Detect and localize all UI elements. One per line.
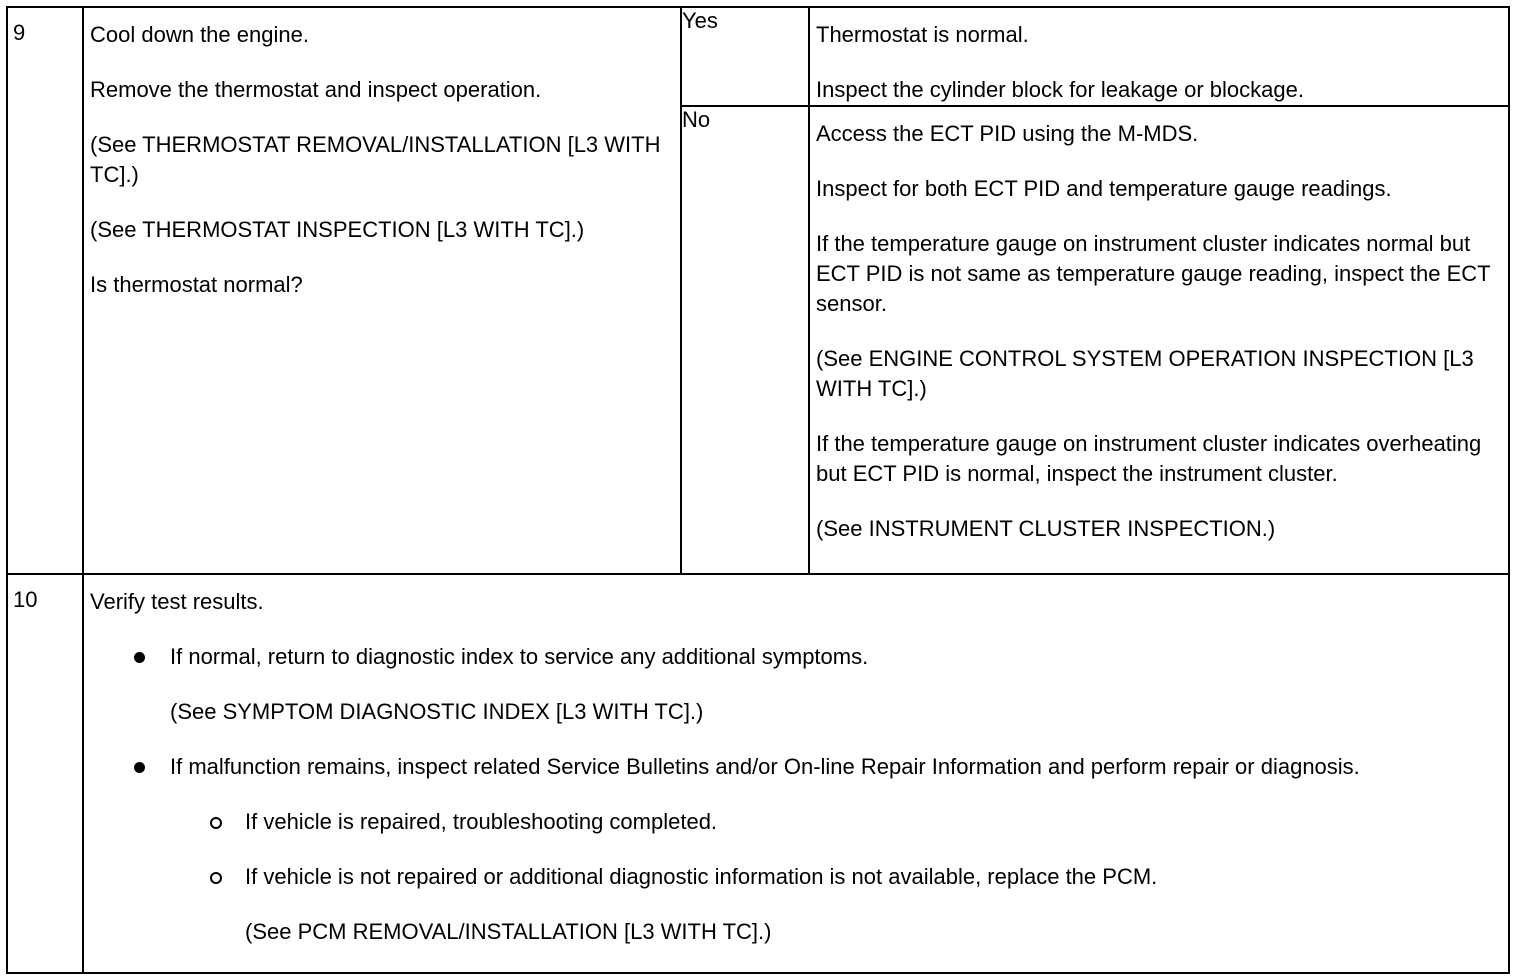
- step-9-reference-inspection: (See THERMOSTAT INSPECTION [L3 WITH TC].): [90, 217, 585, 242]
- no-result-1: Access the ECT PID using the M-MDS.: [816, 121, 1199, 146]
- no-result-reference-instrument-cluster: (See INSTRUMENT CLUSTER INSPECTION.): [816, 516, 1276, 541]
- pcm-reference: (See PCM REMOVAL/INSTALLATION [L3 WITH TC].): [245, 919, 772, 944]
- step-9-question: Is thermostat normal?: [90, 272, 303, 297]
- bullet-normal-reference: (See SYMPTOM DIAGNOSTIC INDEX [L3 WITH TC].): [170, 699, 704, 724]
- step-number-10: 10: [7, 574, 83, 973]
- step-9-reference-removal: (See THERMOSTAT REMOVAL/INSTALLATION [L3 WITH TC].): [90, 132, 661, 187]
- no-result-2: Inspect for both ECT PID and temperature gauge readings.: [816, 176, 1392, 201]
- bullet-normal-text: If normal, return to diagnostic index to service any additional symptoms.: [170, 644, 869, 669]
- sub-item-repaired: [90, 807, 1502, 837]
- step-10-bullet-malfunction: [90, 752, 1502, 782]
- step-10-row: [7, 574, 1509, 973]
- sub-item-not-repaired-text: If vehicle is not repaired or additional diagnostic information is not available, replace the PCM.: [245, 864, 1158, 889]
- diagnostic-procedure-table: [6, 6, 1510, 974]
- yes-result-cell: [809, 7, 1509, 106]
- no-result-reference-engine-control: (See ENGINE CONTROL SYSTEM OPERATION INSPECTION [L3 WITH TC].): [816, 346, 1474, 401]
- sub-bullet-circle-icon: [210, 817, 222, 829]
- answer-yes: Yes: [681, 7, 809, 106]
- step-9-action-1: Cool down the engine.: [90, 22, 309, 47]
- bullet-malfunction-text: If malfunction remains, inspect related Service Bulletins and/or On-line Repair Information and perform repair or diagnosis.: [170, 754, 1360, 779]
- sub-item-not-repaired: [90, 862, 1502, 892]
- yes-result-1: Thermostat is normal.: [816, 22, 1029, 47]
- answer-no: No: [681, 106, 809, 574]
- step-10-content-cell: [83, 574, 1509, 973]
- step-10-bullet-normal: [90, 642, 1502, 672]
- step-9-action-2: Remove the thermostat and inspect operation.: [90, 77, 542, 102]
- no-result-3: If the temperature gauge on instrument cluster indicates normal but ECT PID is not same as temperature gauge reading, inspect the ECT sensor.: [816, 231, 1491, 316]
- step-9-action-cell: [83, 7, 681, 574]
- sub-item-repaired-text: If vehicle is repaired, troubleshooting completed.: [245, 809, 718, 834]
- bullet-dot-icon: [134, 762, 145, 773]
- step-10-heading: Verify test results.: [90, 589, 264, 614]
- sub-bullet-circle-icon: [210, 872, 222, 884]
- bullet-dot-icon: [134, 652, 145, 663]
- yes-result-2: Inspect the cylinder block for leakage or blockage.: [816, 77, 1304, 102]
- step-9-row-yes: [7, 7, 1509, 106]
- no-result-cell: [809, 106, 1509, 574]
- no-result-5: If the temperature gauge on instrument cluster indicates overheating but ECT PID is normal, inspect the instrument cluster.: [816, 431, 1482, 486]
- step-number-9: 9: [7, 7, 83, 574]
